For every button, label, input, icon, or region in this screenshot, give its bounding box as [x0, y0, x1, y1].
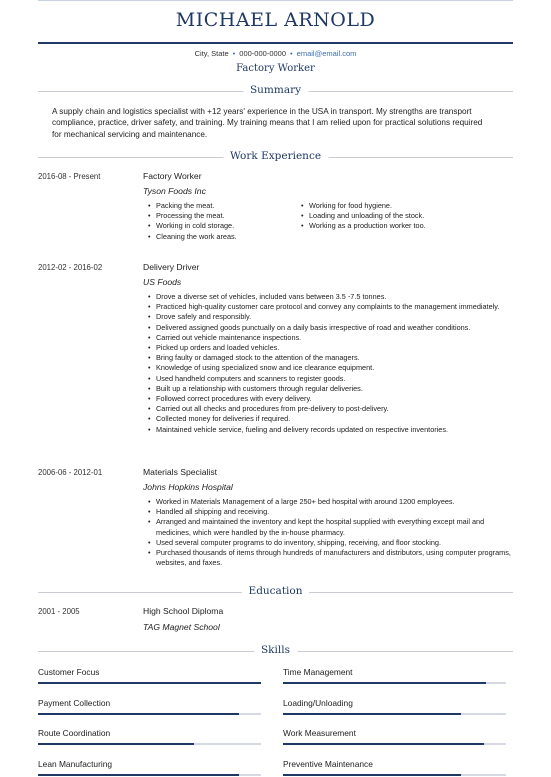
skill-name: Preventive Maintenance — [283, 758, 373, 769]
skill-bar-fill — [38, 774, 239, 776]
job-role: Factory Worker — [143, 171, 202, 181]
job-company: US Foods — [143, 277, 182, 287]
skill-bar-track — [38, 713, 261, 715]
skill-bar-track — [38, 743, 261, 745]
skill-bar-fill — [283, 713, 461, 715]
list-item: • Drove safely and responsibly. — [146, 312, 514, 322]
job-bullets-left — [146, 201, 291, 242]
skill-name: Payment Collection — [38, 697, 111, 708]
section-title: Skills — [254, 644, 297, 656]
skill-name: Customer Focus — [38, 667, 100, 677]
job-title: Factory Worker — [236, 63, 315, 74]
list-item: • Used handheld computers and scanners to register goods. — [146, 374, 514, 384]
list-item: • Purchased thousands of items through hundreds of manufacturers and distributors, using computer programs, websites, and faxes. — [146, 548, 514, 568]
list-item: • Working in cold storage. — [146, 221, 291, 231]
list-item: • Cleaning the work areas. — [146, 232, 291, 242]
section-summary-heading — [38, 84, 513, 98]
job-bullets — [146, 497, 514, 568]
list-item: • Working as a production worker too. — [299, 221, 499, 231]
skill-bar-track — [38, 774, 261, 776]
list-item: • Picked up orders and loaded vehicles. — [146, 343, 514, 353]
job-bullets — [146, 292, 514, 435]
list-item: • Loading and unloading of the stock. — [299, 211, 499, 221]
section-skills-heading — [38, 644, 513, 658]
education-degree: High School Diploma — [143, 606, 224, 616]
list-item: • Built up a relationship with customers through regular deliveries. — [146, 384, 514, 394]
job-company: Johns Hopkins Hospital — [143, 482, 233, 492]
list-item: • Followed correct procedures with every delivery. — [146, 394, 514, 404]
name-underline — [38, 42, 513, 44]
summary-text: A supply chain and logistics specialist with +12 years' experience in the USA in transport. My strengths are transport compliance, practice, driver safety, and training. My training means that I am relied upon for practical solutions required for mechanical servicing and maintenance. — [52, 107, 483, 139]
list-item: • Arranged and maintained the inventory and kept the hospital supplied with everything except mail and medicines, which were handled by the in-house pharmacy. — [146, 517, 514, 537]
section-title: Work Experience — [223, 150, 328, 162]
contact-phone[interactable]: 000-000-0000 — [239, 49, 287, 58]
job-dates: 2016-08 - Present — [38, 172, 101, 181]
list-item: • Used several computer programs to do inventory, shipping, receiving, and floor stocking. — [146, 538, 514, 548]
contact-line — [0, 49, 551, 58]
section-education-heading — [38, 585, 513, 599]
list-item: • Practiced high-quality customer care protocol and convey any complaints to the management immediately. — [146, 302, 514, 312]
contact-city: City, State — [194, 49, 229, 58]
skill-name: Route Coordination — [38, 728, 111, 738]
contact-separator: • — [232, 49, 236, 58]
job-bullets-right — [299, 201, 499, 232]
contact-separator: • — [290, 49, 293, 58]
skill-name: Loading/Unloading — [283, 697, 353, 708]
candidate-name: MICHAEL ARNOLD — [175, 9, 376, 31]
list-item: • Bring faulty or damaged stock to the attention of the managers. — [146, 353, 514, 363]
skill-bar-track — [38, 682, 261, 684]
skill-bar-track — [283, 774, 506, 776]
list-item: • Handled all shipping and receiving. — [146, 507, 514, 517]
job-company: Tyson Foods Inc — [143, 186, 206, 196]
contact-email[interactable]: email@email.com — [296, 49, 357, 58]
education-dates: 2001 - 2005 — [38, 607, 80, 616]
list-item: • Maintained vehicle service, fueling and delivery records updated on respective inventories. — [146, 425, 514, 435]
list-item: • Drove a diverse set of vehicles, included vans between 3.5 -7.5 tonnes. — [146, 292, 514, 302]
skill-bar-fill — [283, 774, 461, 776]
job-dates: 2006-06 - 2012-01 — [38, 468, 103, 477]
skill-bar-fill — [38, 682, 261, 684]
skill-bar-track — [283, 743, 506, 745]
skill-bar-fill — [38, 713, 239, 715]
list-item: • Processing the meat. — [146, 211, 291, 221]
top-divider — [38, 0, 513, 1]
skill-bar-track — [283, 713, 506, 715]
list-item: • Packing the meat. — [146, 201, 291, 211]
skill-name: Lean Manufacturing — [38, 758, 113, 769]
list-item: • Carried out vehicle maintenance inspections. — [146, 333, 514, 343]
section-title: Education — [242, 585, 310, 597]
skill-bar-fill — [38, 743, 194, 745]
list-item: • Working for food hygiene. — [299, 201, 499, 211]
skill-bar-track — [283, 682, 506, 684]
education-school: TAG Magnet School — [143, 622, 220, 632]
list-item: • Delivered assigned goods punctually on a daily basis irrespective of road and weather conditions. — [146, 323, 514, 333]
job-role: Materials Specialist — [143, 467, 218, 477]
skill-bar-fill — [283, 682, 486, 684]
list-item: • Worked in Materials Management of a large 250+ bed hospital with around 1200 employees. — [146, 497, 514, 507]
skill-name: Work Measurement — [283, 728, 356, 738]
job-role: Delivery Driver — [143, 262, 200, 272]
section-experience-heading — [38, 150, 513, 164]
list-item: • Collected money for deliveries if required. — [146, 414, 514, 424]
skill-name: Time Management — [283, 667, 353, 677]
job-dates: 2012-02 - 2016-02 — [38, 263, 103, 272]
list-item: • Knowledge of using specialized snow and ice clearance equipment. — [146, 363, 514, 373]
section-title: Summary — [243, 84, 308, 96]
list-item: • Carried out all checks and procedures from pre-delivery to post-delivery. — [146, 404, 514, 414]
skill-bar-fill — [283, 743, 484, 745]
